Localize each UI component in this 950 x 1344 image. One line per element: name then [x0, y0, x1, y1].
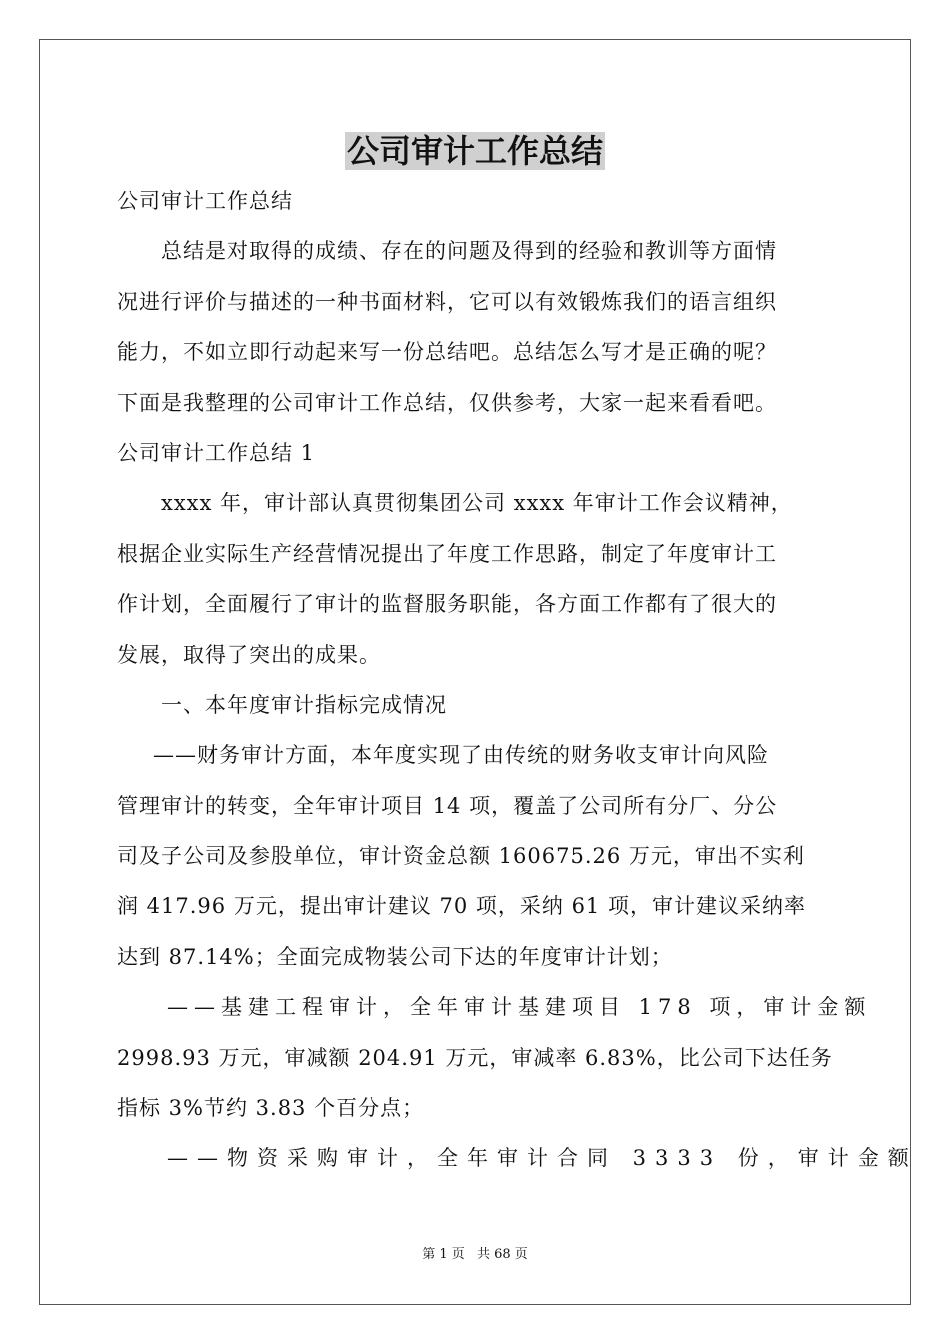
paragraph-line: ——物资采购审计，全年审计合同 3333 份，审计金额 — [167, 1146, 918, 1171]
subtitle-line: 公司审计工作总结 — [117, 189, 293, 213]
paragraph-line: 管理审计的转变，全年审计项目 14 项，覆盖了公司所有分厂、分公 — [117, 793, 778, 818]
page-footer — [0, 1246, 950, 1264]
document-body — [117, 176, 918, 1184]
paragraph-line: 达到 87.14%；全面完成物装公司下达的年度审计计划； — [117, 944, 673, 969]
section-heading: 公司审计工作总结 1 — [117, 440, 316, 465]
paragraph-line: xxxx 年，审计部认真贯彻集团公司 xxxx 年审计工作会议精神， — [161, 491, 793, 516]
paragraph-line: 况进行评价与描述的一种书面材料，它可以有效锻炼我们的语言组织 — [117, 289, 777, 314]
paragraph-line: 总结是对取得的成绩、存在的问题及得到的经验和教训等方面情 — [161, 239, 777, 264]
paragraph-line: 能力，不如立即行动起来写一份总结吧。总结怎么写才是正确的呢？ — [117, 340, 777, 365]
paragraph-line: 发展，取得了突出的成果。 — [117, 642, 381, 667]
paragraph-line: 司及子公司及参股单位，审计资金总额 160675.26 万元，审出不实利 — [117, 844, 805, 869]
document-title-text: 公司审计工作总结 — [346, 132, 603, 170]
subsection-heading: 一、本年度审计指标完成情况 — [161, 692, 447, 717]
page-number: 第 1 页 — [422, 1247, 465, 1262]
paragraph-line: ——财务审计方面，本年度实现了由传统的财务收支审计向风险 — [153, 743, 769, 768]
paragraph-line: 下面是我整理的公司审计工作总结，仅供参考，大家一起来看看吧。 — [117, 390, 777, 415]
paragraph-line: ——基建工程审计，全年审计基建项目 178 项，审计金额 — [167, 995, 872, 1020]
document-title — [0, 128, 950, 174]
paragraph-line: 2998.93 万元，审减额 204.91 万元，审减率 6.83%，比公司下达任务 — [117, 1045, 833, 1070]
paragraph-line: 润 417.96 万元，提出审计建议 70 项，采纳 61 项，审计建议采纳率 — [117, 894, 806, 919]
paragraph-line: 指标 3%节约 3.83 个百分点； — [117, 1096, 425, 1121]
paragraph-line: 根据企业实际生产经营情况提出了年度工作思路，制定了年度审计工 — [117, 541, 777, 566]
page-total: 共 68 页 — [476, 1247, 528, 1262]
paragraph-line: 作计划，全面履行了审计的监督服务职能，各方面工作都有了很大的 — [117, 592, 777, 617]
